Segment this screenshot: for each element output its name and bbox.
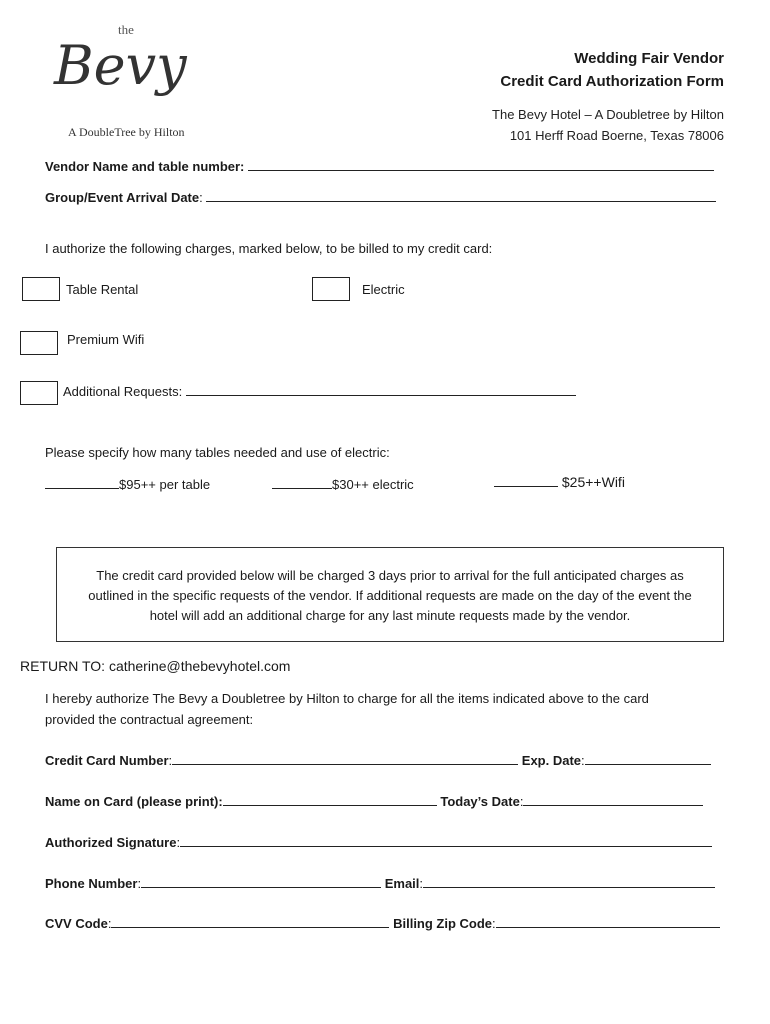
- table-qty-line[interactable]: [45, 476, 119, 489]
- table-price-label: $95++ per table: [119, 477, 211, 492]
- cvv-label: CVV Code: [45, 916, 108, 931]
- billing-zip-label: Billing Zip Code: [393, 916, 493, 931]
- card-number-label: Credit Card Number: [45, 753, 169, 768]
- additional-requests-line[interactable]: [186, 383, 576, 396]
- hotel-name: The Bevy Hotel – A Doubletree by Hilton: [492, 107, 724, 122]
- arrival-date-field[interactable]: Group/Event Arrival Date:: [45, 189, 716, 205]
- electric-label: Electric: [362, 282, 405, 297]
- electric-checkbox[interactable]: [312, 277, 350, 301]
- exp-date-line[interactable]: [585, 752, 711, 765]
- electric-qty-line[interactable]: [272, 476, 332, 489]
- signature-label: Authorized Signature: [45, 835, 177, 850]
- hereby-line1: I hereby authorize The Bevy a Doubletree by Hilton to charge for all the items indicated above to the card: [45, 691, 649, 706]
- cvv-field[interactable]: CVV Code: Billing Zip Code:: [45, 915, 720, 931]
- logo-subtitle: A DoubleTree by Hilton: [68, 125, 185, 139]
- return-to: [20, 658, 290, 674]
- logo-script-text: Bevy: [54, 34, 187, 97]
- notice-line2: outlined in the specific requests of the vendor. If additional requests are made on the day of the event the: [88, 588, 692, 603]
- additional-requests-label: Additional Requests:: [63, 384, 183, 399]
- phone-label: Phone Number: [45, 876, 138, 891]
- wifi-qty-line[interactable]: [494, 474, 558, 487]
- arrival-date-line[interactable]: [206, 189, 716, 202]
- specify-text: Please specify how many tables needed and use of electric:: [45, 445, 390, 460]
- bevy-logo: [52, 22, 212, 102]
- notice-line3: hotel will add an additional charge for any last minute requests made by the vendor.: [149, 608, 631, 623]
- authorize-text: I authorize the following charges, marked below, to be billed to my credit card:: [45, 241, 493, 256]
- logo-the-text: the: [118, 22, 134, 37]
- todays-date-line[interactable]: [523, 793, 703, 806]
- hotel-address: 101 Herff Road Boerne, Texas 78006: [509, 128, 724, 143]
- vendor-name-line[interactable]: [248, 158, 714, 171]
- additional-requests-checkbox[interactable]: [20, 381, 58, 405]
- name-on-card-line[interactable]: [223, 793, 437, 806]
- cvv-line[interactable]: [111, 915, 389, 928]
- table-qty-field[interactable]: [45, 476, 210, 492]
- name-on-card-label: Name on Card (please print): [45, 794, 219, 809]
- card-number-line[interactable]: [172, 752, 518, 765]
- form-title-line2: Credit Card Authorization Form: [500, 73, 724, 90]
- hereby-line2: provided the contractual agreement:: [45, 712, 254, 727]
- email-line[interactable]: [423, 875, 715, 888]
- signature-line[interactable]: [180, 834, 712, 847]
- vendor-name-field[interactable]: [45, 158, 714, 174]
- wifi-qty-field[interactable]: [494, 474, 625, 490]
- exp-date-label: Exp. Date: [521, 753, 582, 768]
- todays-date-label: Today’s Date: [440, 794, 520, 809]
- vendor-name-label: Vendor Name and table number:: [45, 159, 245, 174]
- notice-line1: The credit card provided below will be charged 3 days prior to arrival for the full anticipated charges as: [96, 568, 684, 583]
- table-rental-checkbox[interactable]: [22, 277, 60, 301]
- arrival-date-label: Group/Event Arrival Date: [45, 190, 200, 205]
- table-rental-label: Table Rental: [66, 282, 139, 297]
- electric-qty-field[interactable]: [272, 476, 414, 492]
- additional-requests-field[interactable]: [63, 383, 576, 399]
- return-to-email[interactable]: catherine@thebevyhotel.com: [108, 658, 291, 674]
- email-label: Email: [384, 876, 420, 891]
- wifi-price-label: $25++Wifi: [561, 474, 625, 490]
- electric-price-label: $30++ electric: [332, 477, 414, 492]
- premium-wifi-checkbox[interactable]: [20, 331, 58, 355]
- phone-field[interactable]: Phone Number: Email:: [45, 875, 715, 891]
- form-title-line1: Wedding Fair Vendor: [574, 50, 724, 67]
- billing-zip-line[interactable]: [496, 915, 720, 928]
- name-on-card-field[interactable]: Name on Card (please print): Today’s Date:: [45, 793, 703, 809]
- signature-field[interactable]: Authorized Signature:: [45, 834, 712, 850]
- premium-wifi-label: Premium Wifi: [67, 332, 145, 347]
- notice-box: [56, 547, 724, 642]
- card-number-field[interactable]: Credit Card Number: Exp. Date:: [45, 752, 711, 768]
- return-to-label: RETURN TO:: [20, 658, 106, 674]
- phone-line[interactable]: [141, 875, 381, 888]
